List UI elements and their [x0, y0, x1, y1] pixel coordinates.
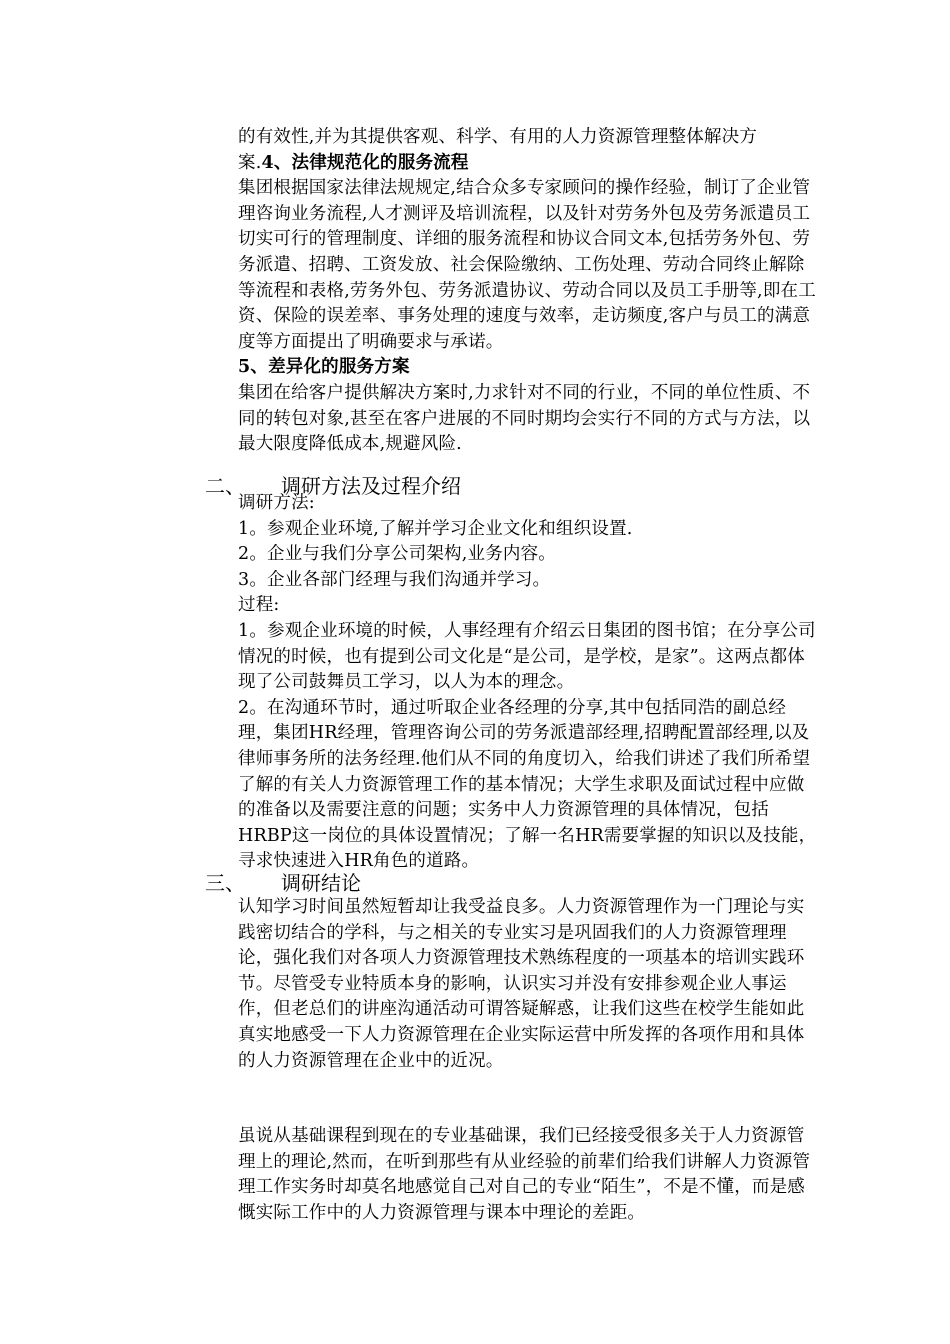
part-2-title: 调研方法及过程介绍 — [281, 474, 461, 498]
heading-4: 4、法律规范化的服务流程 — [261, 152, 469, 173]
process-item: 2。在沟通环节时，通过听取企业各经理的分享,其中包括同浩的副总经理，集团HR经理，管理咨询公司的劳务派遣部经理,招聘配置部经理,以及律师事务所的法务经理.他们从不同的角度切入，给我们讲述了我们所希望了解的有关人力资源管理工作的基本情况；大学生求职及面试过程中应做的准备以及需要注意的问题；实务中人力资源管理的具体情况，包括HRBP这一岗位的具体设置情况；了解一名HR需要掌握的知识以及技能，寻求快速进入HR角色的道路。 — [238, 697, 817, 872]
section-5-paragraph: 集团在给客户提供解决方案时,力求针对不同的行业，不同的单位性质、不同的转包对象,甚至在客户进展的不同时期均会实行不同的方式与方法，以最大限度降低成本,规避风险. — [238, 382, 811, 455]
method-item: 2。企业与我们分享公司架构,业务内容。 — [238, 544, 556, 565]
part-2-number: 二、 — [205, 474, 245, 498]
conclusion-text-2: 虽说从基础课程到现在的专业基础课，我们已经接受很多关于人力资源管理上的理论,然而，在听到那些有从业经验的前辈们给我们讲解人力资源管理工作实务时却莫名地感觉自己对自己的专业“陌生”，不是不懂，而是感慨实际工作中的人力资源管理与课本中理论的差距。 — [238, 1126, 811, 1223]
method-item: 1。参观企业环境,了解并学习企业文化和组织设置. — [238, 518, 633, 539]
intro-line-with-heading — [238, 151, 818, 177]
conclusion-paragraph-2 — [238, 1124, 818, 1226]
intro-line-prefix: 案. — [238, 152, 262, 173]
part-2-body — [238, 491, 818, 875]
methods-label: 调研方法: — [238, 493, 315, 513]
process-label: 过程: — [238, 595, 280, 616]
intro-line: 的有效性,并为其提供客观、科学、有用的人力资源管理整体解决方 — [238, 127, 758, 147]
part-3-title: 调研结论 — [281, 871, 361, 895]
conclusion-text-1: 认知学习时间虽然短暂却让我受益良多。人力资源管理作为一门理论与实践密切结合的学科，与之相关的专业实习是巩固我们的人力资源管理理论，强化我们对各项人力资源管理技术熟练程度的一项基本的培训实践环节。尽管受专业特质本身的影响，认识实习并没有安排参观企业人事运作，但老总们的讲座沟通活动可谓答疑解惑，让我们这些在校学生能如此真实地感受一下人力资源管理在企业实际运营中所发挥的各项作用和具体的人力资源管理在企业中的近况。 — [238, 897, 805, 1071]
section-4-5-block — [238, 125, 818, 458]
method-item: 3。企业各部门经理与我们沟通并学习。 — [238, 569, 551, 590]
process-item: 1。参观企业环境的时候，人事经理有介绍云日集团的图书馆；在分享公司情况的时候，也有提到公司文化是“是公司，是学校，是家”。这两点都体现了公司鼓舞员工学习，以人为本的理念。 — [238, 620, 816, 693]
part-3-number: 三、 — [205, 871, 245, 895]
conclusion-paragraph-1 — [238, 895, 818, 1074]
heading-5: 5、差异化的服务方案 — [238, 357, 410, 378]
section-4-paragraph: 集团根据国家法律法规规定,结合众多专家顾问的操作经验，制订了企业管理咨询业务流程,人才测评及培训流程，以及针对劳务外包及劳务派遣员工切实可行的管理制度、详细的服务流程和协议合同文本,包括劳务外包、劳务派遣、招聘、工资发放、社会保险缴纳、工伤处理、劳动合同终止解除等流程和表格,劳务外包、劳务派遣协议、劳动合同以及员工手册等,即在工资、保险的误差率、事务处理的速度与效率，走访频度,客户与员工的满意度等方面提出了明确要求与承诺。 — [238, 178, 816, 352]
